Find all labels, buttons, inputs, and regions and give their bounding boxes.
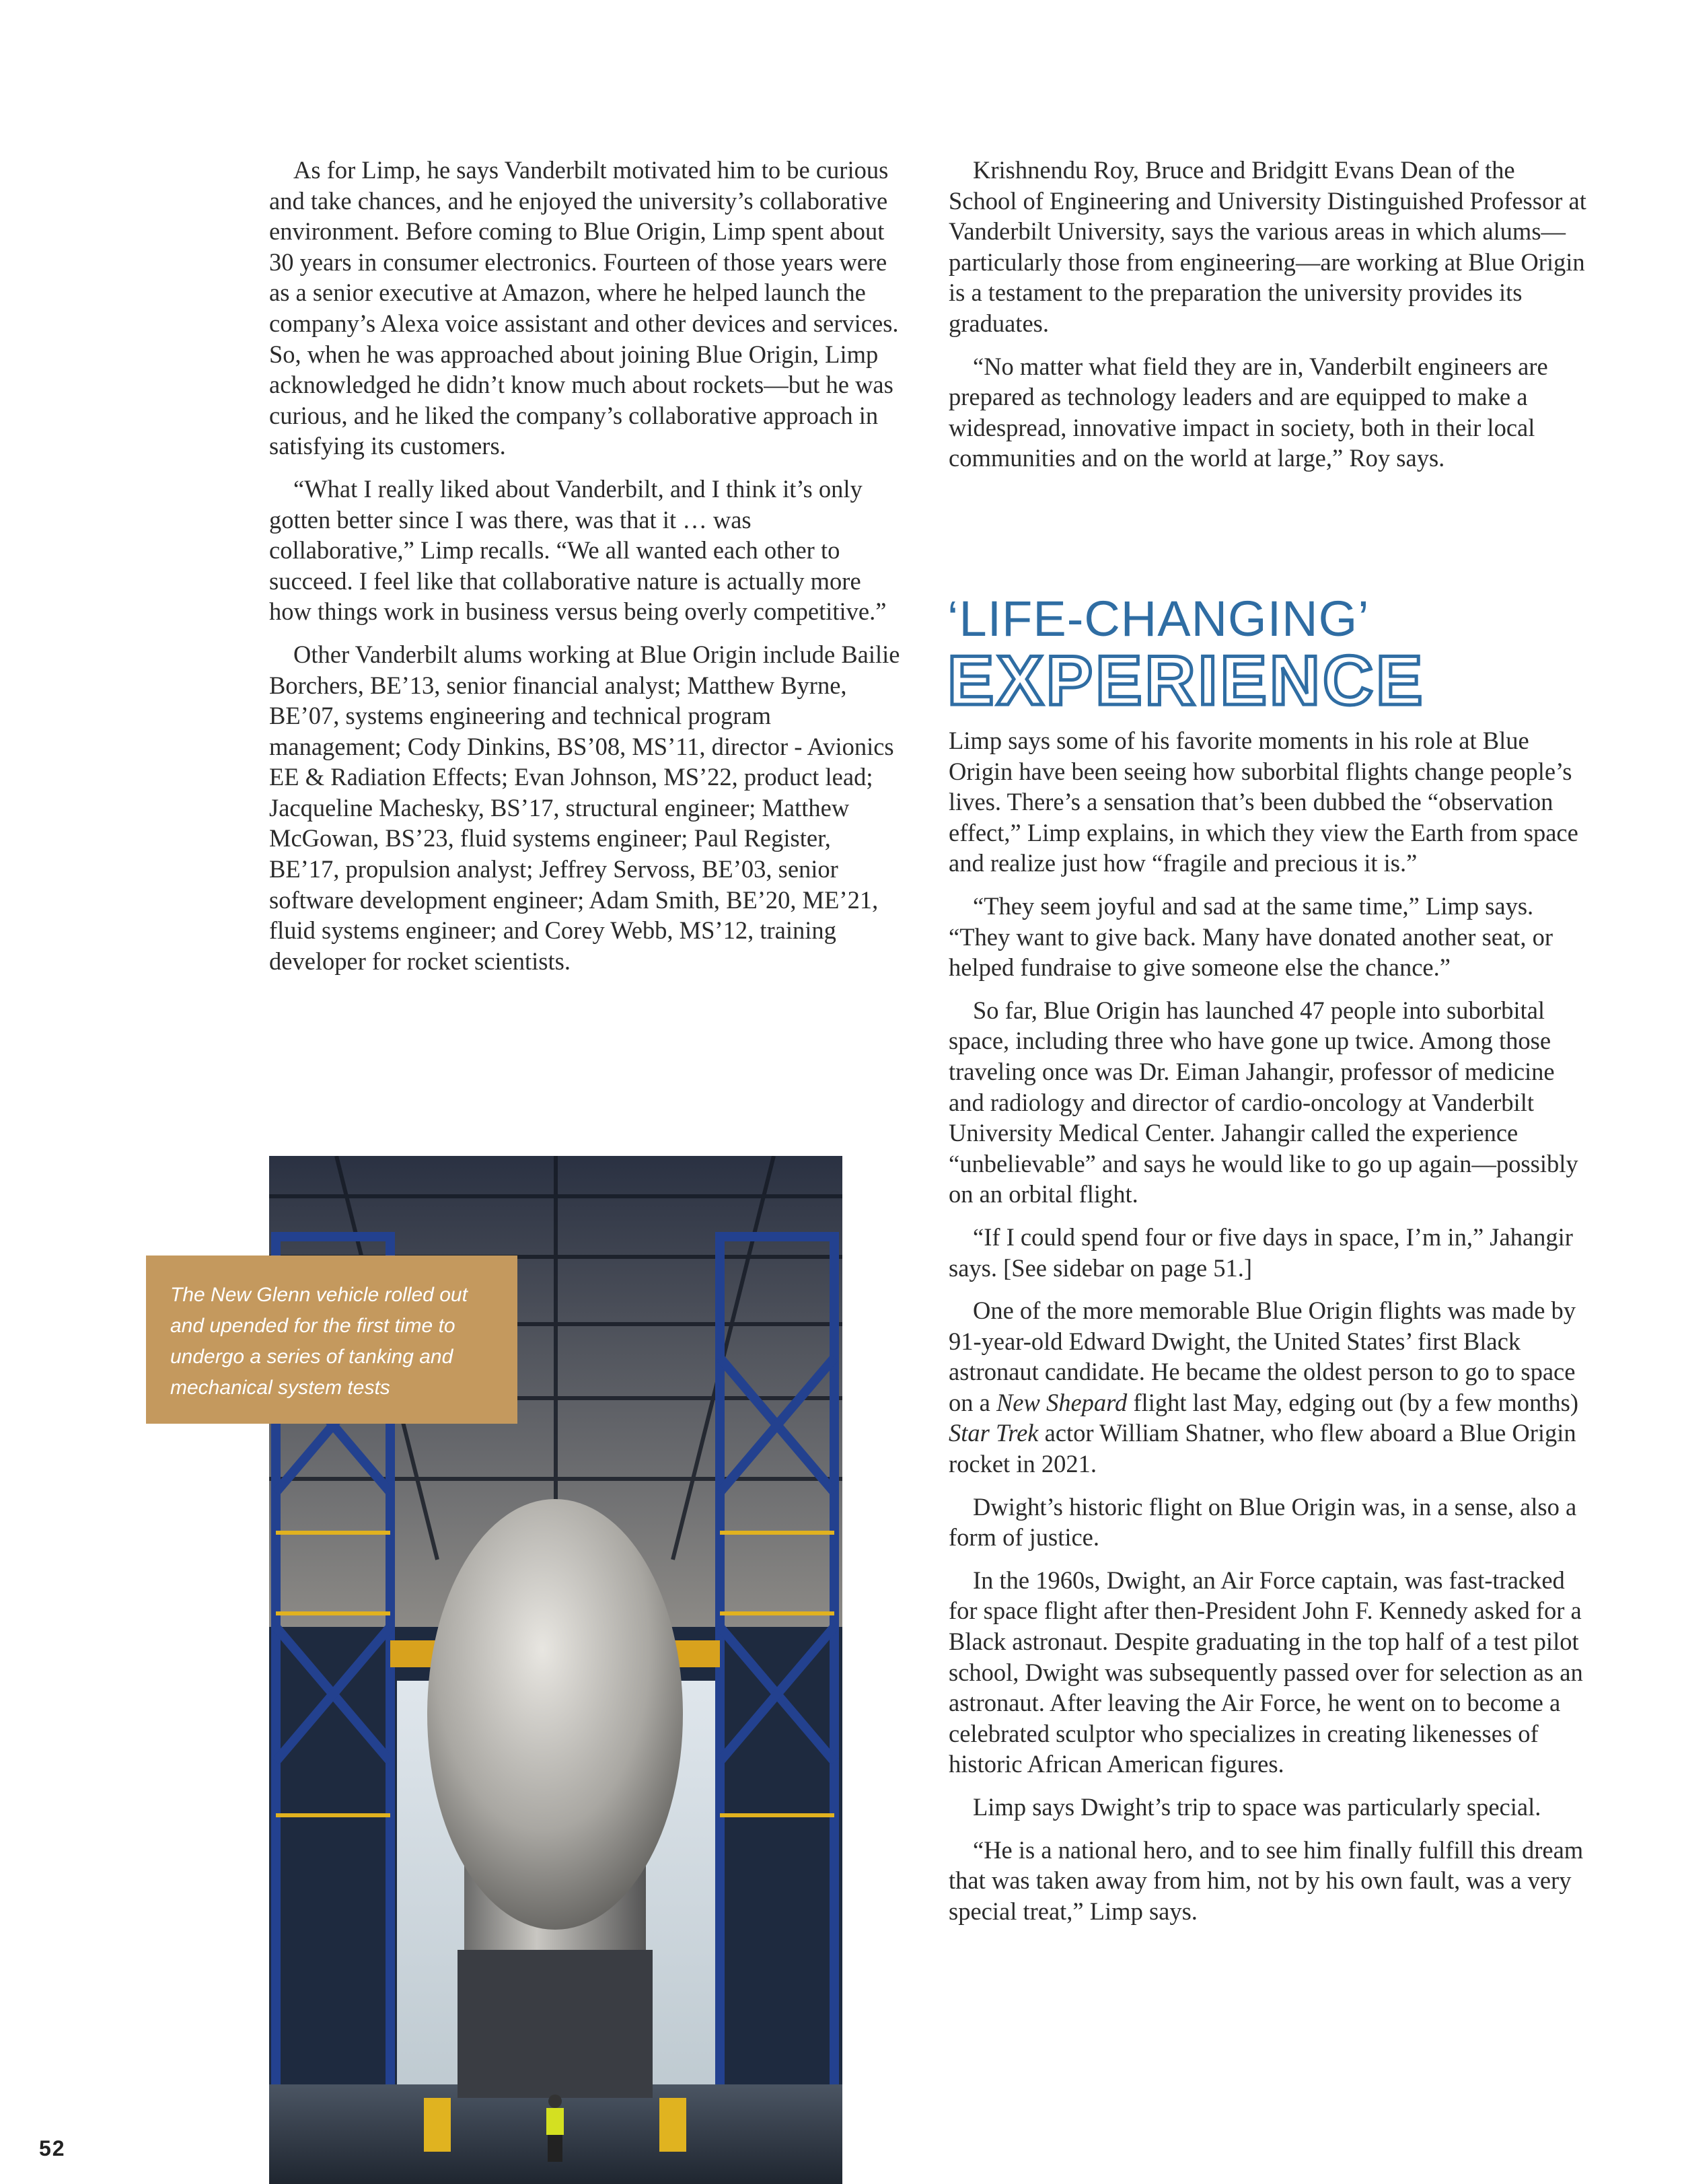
photo-caption-box <box>146 1255 517 1424</box>
paragraph: “No matter what field they are in, Vanderbilt engineers are prepared as technology leaders and are equipped to make a widespread, innovative impact in society, both in their local communities and on the world at large,” Roy says. <box>949 352 1548 472</box>
paragraph: So far, Blue Origin has launched 47 people into suborbital space, including three who have gone up twice. Among those traveling once was Dr. Eiman Jahangir, professor of medicine and radiology and director of cardio-oncology at Vanderbilt University Medical Center. Jahangir called the experience “unbelievable” and says he would like to go up again—possibly on an orbital flight. <box>949 996 1578 1208</box>
paragraph: Limp says some of his favorite moments in his role at Blue Origin have been seeing how suborbital flights change people’s lives. There’s a sensation that’s been dubbed the “observation effect,” Limp explains, in which they view the Earth from space and realize just how “fragile and precious it is.” <box>949 727 1578 877</box>
left-column <box>269 155 902 988</box>
paragraph: Limp says Dwight’s trip to space was particularly special. <box>973 1793 1541 1821</box>
paragraph: “If I could spend four or five days in space, I’m in,” Jahangir says. [See sidebar on page 51.] <box>949 1223 1573 1282</box>
paragraph: As for Limp, he says Vanderbilt motivated him to be curious and take chances, and he enjoyed the university’s collaborative environment. Before coming to Blue Origin, Limp spent about 30 years in consumer electronics. Fourteen of those years were as a senior executive at Amazon, where he helped launch the company’s Alexa voice assistant and other devices and services. So, when he was approached about joining Blue Origin, Limp acknowledged he didn’t know much about rockets—but he was curious, and he liked the company’s collaborative approach in satisfying its customers. <box>269 156 899 460</box>
right-column-top <box>949 155 1588 486</box>
paragraph: In the 1960s, Dwight, an Air Force captain, was fast-tracked for space flight after then-President John F. Kennedy asked for a Black astronaut. Despite graduating in the top half of a test pilot school, Dwight was subsequently passed over for selection as an astronaut. After leaving the Air Force, he went on to become a celebrated sculptor who specializes in creating likenesses of historic African American figures. <box>949 1566 1583 1778</box>
photo-caption: The New Glenn vehicle rolled out and upended for the first time to undergo a series of tanking and mechanical system tests <box>170 1284 468 1399</box>
paragraph: “He is a national hero, and to see him finally fulfill this dream that was taken away from him, not by his own fault, was a very special treat,” Limp says. <box>949 1835 1584 1925</box>
paragraph: “What I really liked about Vanderbilt, and I think it’s only gotten better since I was there, was that it … was collaborative,” Limp recalls. “We all wanted each other to succeed. I feel like that collaborative nature is actually more how things work in business versus being overly competitive.” <box>269 474 887 626</box>
italic-title: New Shepard <box>996 1388 1128 1416</box>
italic-title: Star Trek <box>949 1419 1039 1447</box>
section-heading-line2: EXPERIENCE <box>947 642 1426 720</box>
section-heading <box>947 591 1553 720</box>
text-run: One of the more memorable Blue Origin flights was made by 91-year-old Edward Dwight, the United States’ first Black astronaut candidate. He became the oldest person to go to space on a <box>949 1297 1576 1416</box>
text-run: actor William Shatner, who flew aboard a Blue Origin rocket in 2021. <box>949 1419 1576 1478</box>
paragraph: “They seem joyful and sad at the same time,” Limp says. “They want to give back. Many have donated another seat, or helped fundraise to give someone else the chance.” <box>949 891 1553 982</box>
paragraph: Other Vanderbilt alums working at Blue Origin include Bailie Borchers, BE’13, senior financial analyst; Matthew Byrne, BE’07, systems engineering and technical program management; Cody Dinkins, BS’08, MS’11, director - Avionics EE & Radiation Effects; Evan Johnson, MS’22, product lead; Jacqueline Machesky, BS’17, structural engineer; Matthew McGowan, BS’23, fluid systems engineer; Paul Register, BE’17, propulsion analyst; Jeffrey Servoss, BE’03, senior software development engineer; Adam Smith, BE’20, ME’21, fluid systems engineer; and Corey Webb, MS’12, training developer for rocket scientists. <box>269 640 900 975</box>
text-run: flight last May, edging out (by a few months) <box>1127 1388 1579 1416</box>
right-column-bottom <box>949 725 1588 1938</box>
page-number: 52 <box>39 2136 66 2160</box>
paragraph: Dwight’s historic flight on Blue Origin was, in a sense, also a form of justice. <box>949 1492 1577 1552</box>
paragraph: Krishnendu Roy, Bruce and Bridgitt Evans Dean of the School of Engineering and University Distinguished Professor at Vanderbilt University, says the various areas in which alums—particularly those from engineering—are working at Blue Origin is a testament to the preparation the university provides its graduates. <box>949 156 1586 337</box>
paragraph <box>949 1295 1588 1480</box>
section-heading-line1: ‘LIFE-CHANGING’ <box>947 591 1370 647</box>
